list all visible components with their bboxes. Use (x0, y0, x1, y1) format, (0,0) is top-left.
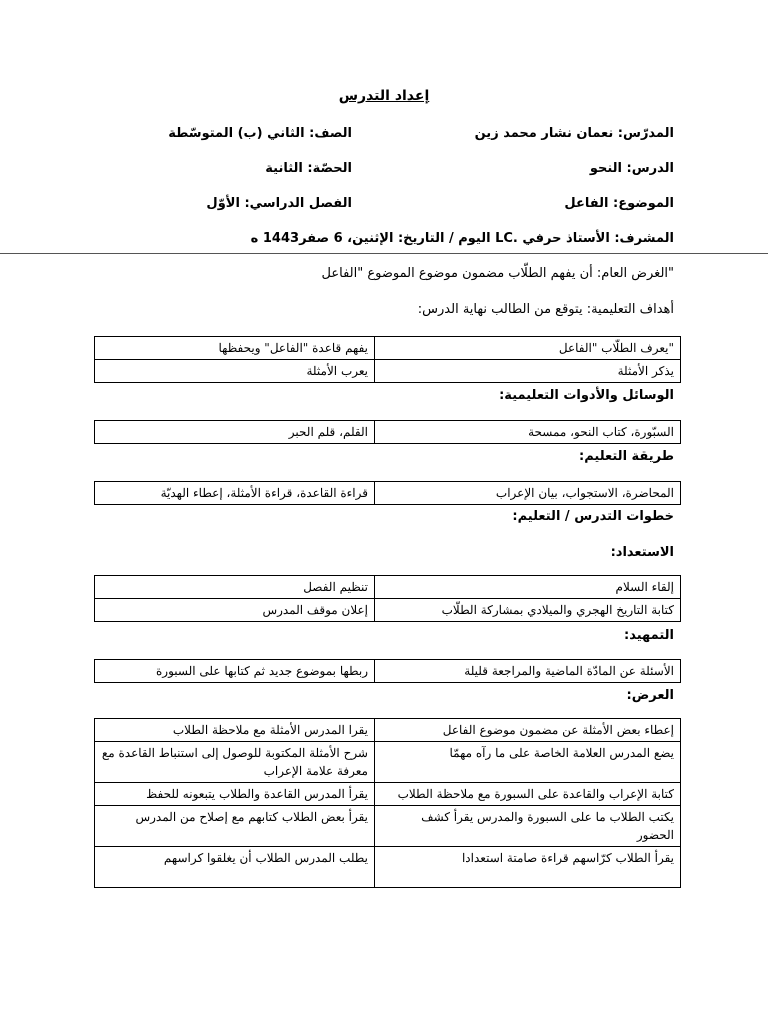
table-cell: "يعرف الطلّاب "الفاعل (375, 337, 681, 360)
steps-heading: خطوات التدرس / التعليم: (512, 509, 674, 524)
table-cell: إعطاء بعض الأمثلة عن مضمون موضوع الفاعل (375, 719, 681, 742)
period-field: الحصّة: الثانية (265, 161, 352, 176)
prep-table (94, 575, 681, 622)
table-row (95, 742, 681, 783)
grade-field: الصف: الثاني (ب) المتوسّطة (168, 126, 352, 141)
table-cell: كتابة الإعراب والقاعدة على السبورة مع ملاحظة الطلاب (375, 783, 681, 806)
topic-field: الموضوع: الفاعل (564, 196, 674, 211)
divider (0, 253, 768, 254)
table-row (95, 599, 681, 622)
table-row (95, 482, 681, 505)
table-row (95, 660, 681, 683)
table-cell: يضع المدرس العلامة الخاصة على ما رآه مهمّا (375, 742, 681, 783)
table-cell: يطلب المدرس الطلاب أن يغلقوا كراسهم (95, 847, 375, 888)
table-cell: السبّورة، كتاب النحو، ممسحة (375, 421, 681, 444)
table-cell: القلم، قلم الحبر (95, 421, 375, 444)
table-cell: يذكر الأمثلة (375, 360, 681, 383)
lesson-field: الدرس: النحو (589, 161, 674, 176)
table-cell: قراءة القاعدة، قراءة الأمثلة، إعطاء الهديّة (95, 482, 375, 505)
table-cell: يكتب الطلاب ما على السبورة والمدرس يقرأ كشف الحضور (375, 806, 681, 847)
table-cell: كتابة التاريخ الهجري والميلادي بمشاركة الطلّاب (375, 599, 681, 622)
table-cell: إلقاء السلام (375, 576, 681, 599)
table-cell: ربطها بموضوع جديد ثم كتابها على السبورة (95, 660, 375, 683)
teacher-field: المدرّس: نعمان نشار محمد زين (474, 126, 674, 141)
page-title: إعداد التدرس (338, 88, 430, 104)
table-row (95, 847, 681, 888)
table-cell: يعرب الأمثلة (95, 360, 375, 383)
method-heading: طريقة التعليم: (579, 449, 674, 464)
objectives-intro: أهداف التعليمية: يتوقع من الطالب نهاية الدرس: (417, 302, 674, 317)
table-cell: يفهم قاعدة "الفاعل" ويحفظها (95, 337, 375, 360)
tools-heading: الوسائل والأدوات التعليمية: (499, 388, 674, 403)
table-row (95, 360, 681, 383)
table-cell: يقرأ بعض الطلاب كتابهم مع إصلاح من المدرس (95, 806, 375, 847)
table-cell: الأسئلة عن المادّة الماضية والمراجعة قليلة (375, 660, 681, 683)
table-row (95, 576, 681, 599)
table-row (95, 421, 681, 444)
intro-heading: التمهيد: (624, 628, 674, 643)
table-cell: شرح الأمثلة المكتوبة للوصول إلى استنباط القاعدة مع معرفة علامة الإعراب (95, 742, 375, 783)
semester-field: الفصل الدراسي: الأوّل (206, 196, 352, 211)
table-row (95, 783, 681, 806)
table-cell: تنظيم الفصل (95, 576, 375, 599)
presentation-table (94, 718, 681, 888)
method-table (94, 481, 681, 505)
presentation-heading: العرض: (626, 688, 674, 703)
tools-table (94, 420, 681, 444)
table-cell: إعلان موقف المدرس (95, 599, 375, 622)
table-row (95, 719, 681, 742)
table-row (95, 337, 681, 360)
table-row (95, 806, 681, 847)
intro-table (94, 659, 681, 683)
supervisor-field: المشرف: الأستاذ حرفي .LC اليوم / التاريخ: الإثنين، 6 صفر1443 ه (250, 231, 674, 246)
table-cell: المحاضرة، الاستجواب، بيان الإعراب (375, 482, 681, 505)
prep-heading: الاستعداد: (610, 545, 674, 560)
table-cell: يقرأ المدرس القاعدة والطلاب يتبعونه للحفظ (95, 783, 375, 806)
general-goal: "الغرض العام: أن يفهم الطلّاب مضمون موضوع الموضوع "الفاعل (321, 266, 674, 281)
objectives-table (94, 336, 681, 383)
table-cell: يقرا المدرس الأمثلة مع ملاحظة الطلاب (95, 719, 375, 742)
table-cell: يقرأ الطلاب كرّاسهم قراءة صامتة استعدادا (375, 847, 681, 888)
